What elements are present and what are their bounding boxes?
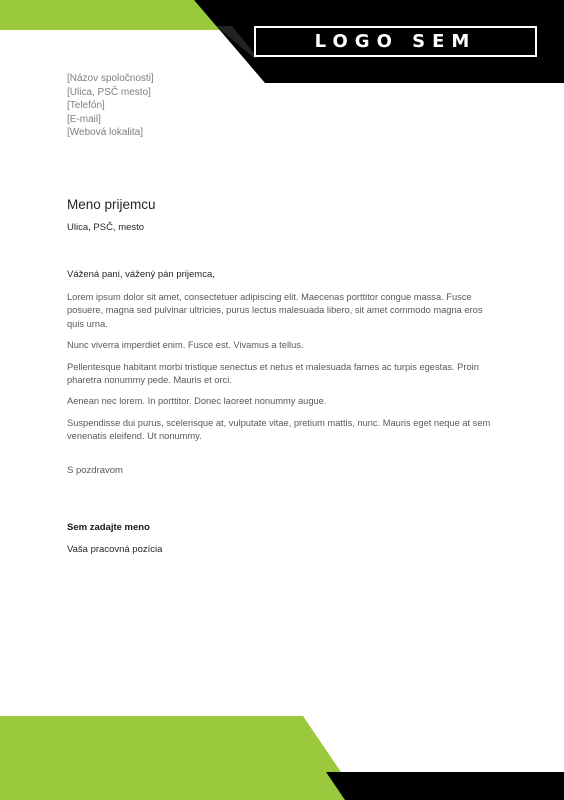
body-paragraph[interactable]: Lorem ipsum dolor sit amet, consectetuer adipiscing elit. Maecenas porttitor congue massa. Fusce posuere, magna sed pulvinar ultricies, purus lectus malesuada libero, sit amet commodo magna eros quis urna. — [67, 292, 483, 329]
recipient-address[interactable]: Ulica, PSČ, mesto — [67, 222, 145, 233]
body-paragraph[interactable]: Nunc viverra imperdiet enim. Fusce est. Vivamus a tellus. — [67, 340, 304, 351]
sender-address[interactable]: [Ulica, PSČ mesto] — [67, 86, 151, 98]
body-paragraph[interactable]: Suspendisse dui purus, scelerisque at, vulputate vitae, pretium mattis, nunc. Mauris eget neque at sem venenatis eleifend. Ut nonummy. — [67, 417, 491, 442]
sender-company[interactable]: [Názov spoločnosti] — [67, 73, 154, 84]
sender-email[interactable]: [E-mail] — [67, 113, 101, 125]
logo-placeholder[interactable] — [254, 26, 537, 57]
letter-body — [67, 291, 497, 452]
salutation[interactable]: Vážená pani, vážený pán prijemca, — [67, 269, 215, 280]
sender-phone[interactable]: [Telefón] — [67, 100, 105, 112]
sender-block — [67, 72, 154, 140]
recipient-name[interactable]: Meno prijemcu — [67, 197, 156, 212]
signer-position[interactable]: Vaša pracovná pozícia — [67, 544, 163, 555]
sender-website[interactable]: [Webová lokalita] — [67, 127, 143, 139]
closing[interactable]: S pozdravom — [67, 465, 123, 476]
signer-name[interactable]: Sem zadajte meno — [67, 522, 150, 533]
bottom-black-band — [326, 772, 564, 800]
body-paragraph[interactable]: Pellentesque habitant morbi tristique senectus et netus et malesuada fames ac turpis egestas. Proin pharetra nonummy pede. Mauris et orci. — [67, 361, 479, 386]
logo-text: LOGO SEM — [314, 31, 477, 52]
body-paragraph[interactable]: Aenean nec lorem. In porttitor. Donec laoreet nonummy augue. — [67, 396, 327, 407]
bottom-green-band — [0, 716, 360, 800]
